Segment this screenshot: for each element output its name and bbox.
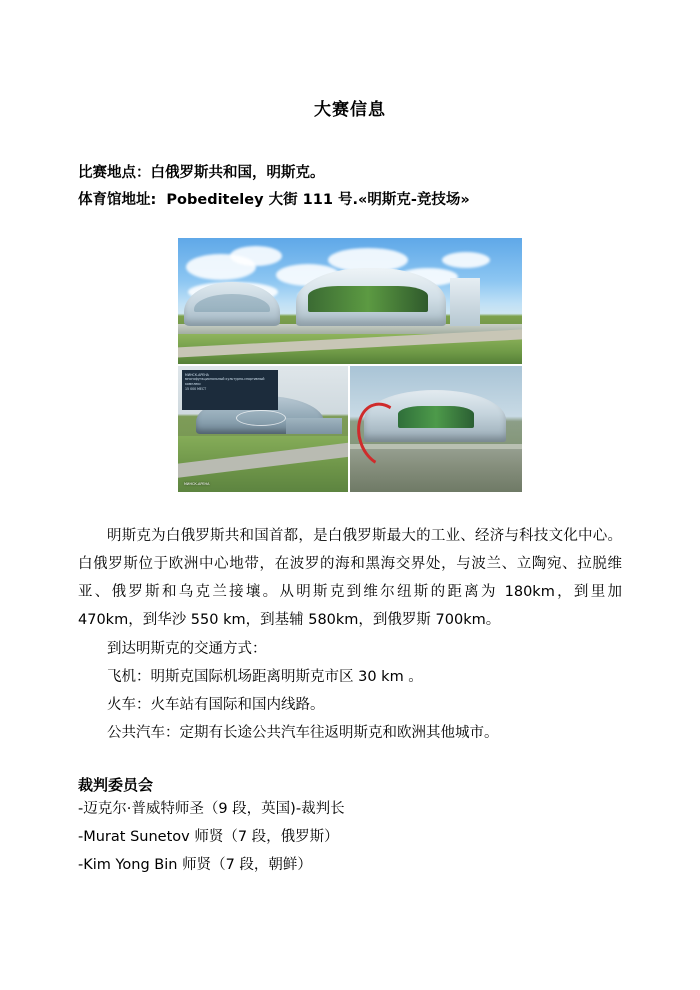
city-description — [78, 522, 622, 748]
venue-photo-figure — [178, 238, 522, 492]
venue-address-line: 体育馆地址: Pobediteley 大街 111 号.«明斯克-竞技场» — [78, 191, 470, 208]
page-title: 大赛信息 — [314, 100, 386, 120]
paragraph-transport-train: 火车：火车站有国际和国内线路。 — [107, 697, 325, 714]
venue-meta — [78, 160, 622, 214]
minsk-arena-entrance-photo — [350, 366, 522, 492]
paragraph-transport-bus: 公共汽车：定期有长途公共汽车往返明斯克和欧洲其他城市。 — [107, 725, 499, 742]
committee-list — [78, 795, 622, 880]
minsk-arena-panorama-photo — [178, 238, 522, 364]
committee-member: -迈克尔·普威特师圣（9 段，英国)-裁判长 — [78, 800, 345, 817]
committee-member: -Kim Yong Bin 师贤（7 段，朝鲜） — [78, 857, 312, 874]
committee-member: -Murat Sunetov 师贤（7 段，俄罗斯） — [78, 829, 339, 846]
render-caption: МИНСК-АРЕНА — [184, 481, 210, 486]
arena-info-board — [182, 370, 278, 410]
paragraph-city-intro: 明斯克为白俄罗斯共和国首都，是白俄罗斯最大的工业、经济与科技文化中心。白俄罗斯位于欧洲中心地带，在波罗的海和黑海交界处，与波兰、立陶宛、拉脱维亚、俄罗斯和乌克兰接壤。从明斯克到维尔纽斯的距离为 180km，到里加 470km，到华沙 550 km，到基辅 580km，到俄罗斯 700km。 — [78, 527, 622, 629]
board-line-3: 15 000 МЕСТ — [185, 387, 207, 392]
paragraph-transport-heading: 到达明斯克的交通方式： — [107, 640, 267, 657]
paragraph-transport-air: 飞机：明斯克国际机场距离明斯克市区 30 km 。 — [107, 668, 423, 685]
board-line-1: МИНСК-АРЕНА — [185, 372, 209, 377]
venue-location-line: 比赛地点：白俄罗斯共和国，明斯克。 — [78, 165, 325, 181]
photo-grid — [178, 238, 522, 492]
committee-heading: 裁判委员会 — [78, 775, 154, 794]
board-line-2: многофункциональный культурно-спортивный комплекс — [185, 377, 265, 387]
minsk-arena-rendering-photo — [178, 366, 348, 492]
